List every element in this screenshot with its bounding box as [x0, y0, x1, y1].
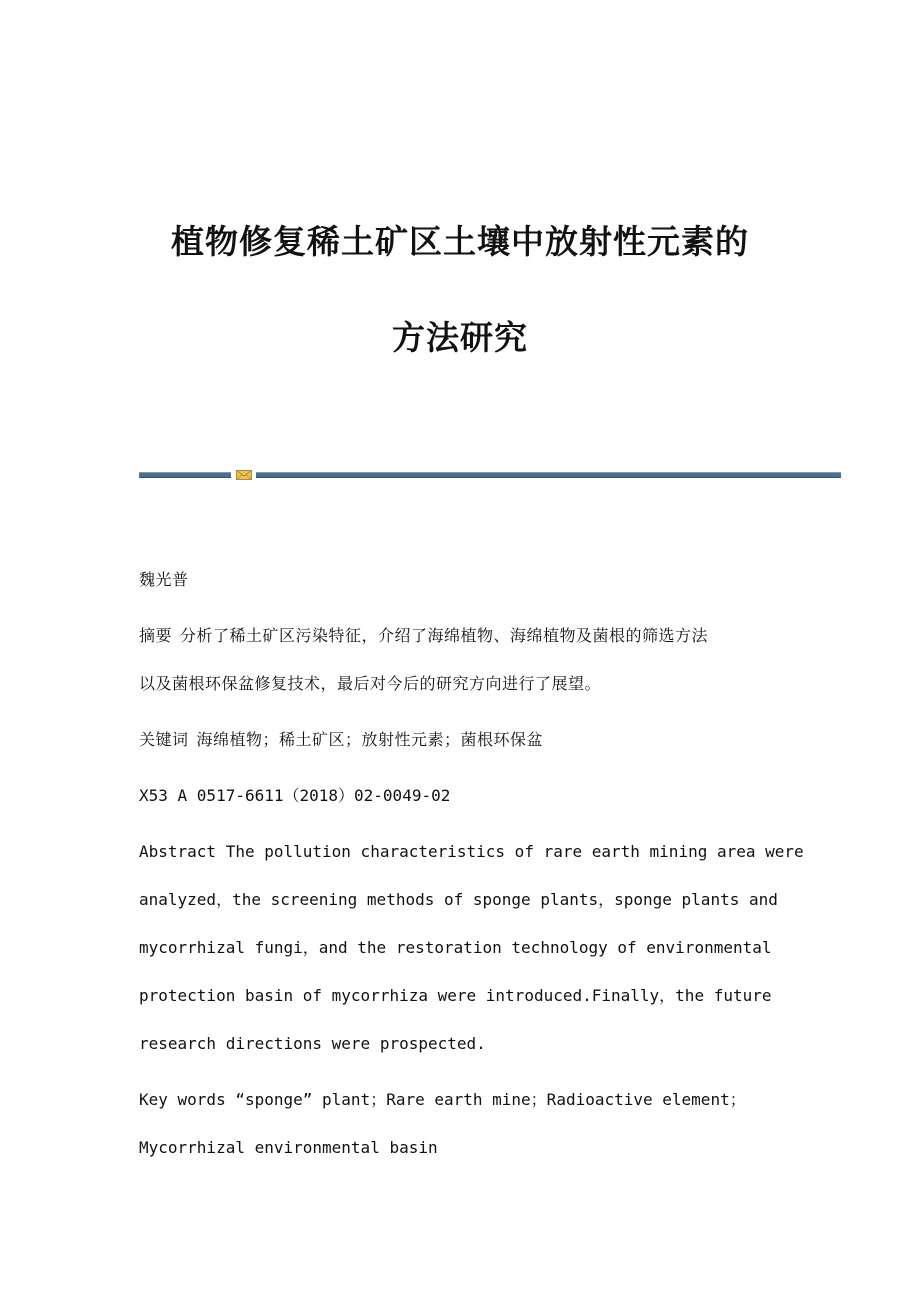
abstract-en-line-1: Abstract The pollution characteristics of rare earth mining area were	[139, 842, 804, 861]
author-name: 魏光普	[139, 570, 189, 589]
abstract-cn-line-1	[139, 626, 708, 646]
keywords-cn-text: 海绵植物；稀土矿区；放射性元素；菌根环保盆	[196, 730, 544, 749]
keywords-cn-label: 关键词	[139, 730, 189, 749]
abstract-cn-label: 摘要	[139, 626, 173, 645]
abstract-en-line-4: protection basin of mycorrhiza were introduced.Finally，the future	[139, 986, 772, 1005]
abstract-en-line-3: mycorrhizal fungi，and the restoration technology of environmental	[139, 938, 772, 957]
keywords-cn	[139, 730, 543, 750]
envelope-icon	[236, 470, 252, 480]
keywords-en-line-2: Mycorrhizal environmental basin	[139, 1138, 438, 1157]
abstract-en-line-5: research directions were prospected.	[139, 1034, 486, 1053]
title-divider	[139, 470, 841, 480]
divider-bar-left	[139, 472, 231, 478]
abstract-cn-text-1: 分析了稀土矿区污染特征，介绍了海绵植物、海绵植物及菌根的筛选方法	[180, 626, 709, 645]
divider-bar-right	[256, 472, 841, 478]
abstract-en-line-2: analyzed，the screening methods of sponge plants，sponge plants and	[139, 890, 778, 909]
classification-code: X53 A 0517-6611（2018）02-0049-02	[139, 786, 451, 805]
keywords-en-line-1: Key words “sponge” plant；Rare earth mine；Radioactive element；	[139, 1090, 746, 1109]
abstract-cn-text-2: 以及菌根环保盆修复技术，最后对今后的研究方向进行了展望。	[139, 674, 602, 693]
paper-title-line-2: 方法研究	[392, 318, 528, 357]
paper-title-line-1: 植物修复稀土矿区土壤中放射性元素的	[171, 222, 749, 261]
